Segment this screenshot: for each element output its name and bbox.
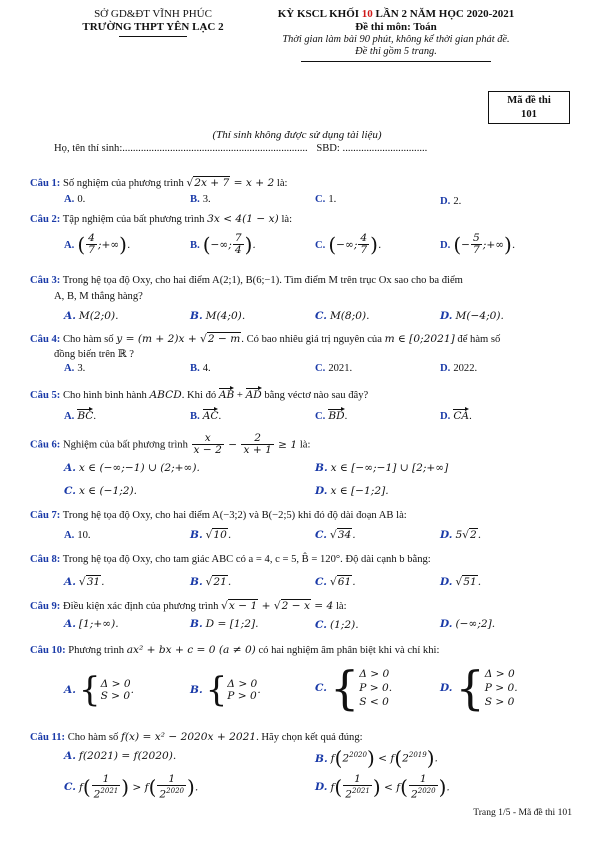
- q10-option-a[interactable]: A.{Δ > 0 S > 0.: [64, 670, 134, 710]
- q6-option-a[interactable]: A. x ∈ (−∞;−1) ∪ (2;+∞).: [64, 462, 200, 474]
- q2-option-a[interactable]: A. ( $\frac{4}{7}$ ;+∞).: [64, 232, 131, 256]
- question-6: Câu 6: Nghiệm của bất phương trình $\frac{x}{x - 2}$ − $\frac{2}{x + 1}$ ≥ 1 là:: [30, 432, 311, 456]
- candidate-line: [54, 143, 427, 154]
- q3-option-d[interactable]: D. M(−4;0).: [440, 310, 504, 322]
- question-number: Câu 11:: [30, 732, 66, 743]
- question-number: Câu 10:: [30, 645, 66, 656]
- question-1: Câu 1: Số nghiệm của phương trình √2x + 7 = x + 2 là:: [30, 177, 288, 189]
- question-3: Câu 3: Trong hệ tọa độ Oxy, cho hai điểm A(2;1), B(6;−1). Tìm điểm M trên trục Ox sao cho ba điểm: [30, 275, 463, 286]
- q2-option-b[interactable]: B. (−∞; $\frac{7}{4}$ ).: [190, 232, 256, 256]
- q3-option-b[interactable]: B. M(4;0).: [190, 310, 246, 322]
- inequality: $\frac{x}{x - 2}$ − $\frac{2}{x + 1}$ ≥ 1: [193, 432, 298, 456]
- question-number: Câu 9:: [30, 601, 61, 612]
- q8-option-b[interactable]: B. √21.: [190, 576, 232, 588]
- exam-code-box: [488, 91, 570, 124]
- question-number: Câu 1:: [30, 178, 61, 189]
- question-8: Câu 8: Trong hệ tọa độ Oxy, cho tam giác ABC có a = 4, c = 5, B̂ = 120°. Độ dài cạnh b bằng:: [30, 554, 431, 565]
- question-5: Câu 5: Cho hình bình hành ABCD. Khi đó AB + AD bằng véctơ nào sau đây?: [30, 389, 369, 401]
- notice: (Thí sinh không được sử dụng tài liệu): [212, 129, 382, 141]
- q1-option-b[interactable]: B. 3.: [190, 194, 211, 205]
- question-number: Câu 3:: [30, 275, 61, 286]
- q10-option-d[interactable]: D.{Δ > 0 P > 0. S > 0: [440, 661, 518, 715]
- q4-option-d[interactable]: D. 2022.: [440, 363, 478, 374]
- header-underline-right: [301, 61, 491, 62]
- q9-option-a[interactable]: A. [1;+∞).: [64, 618, 119, 630]
- q11-option-c[interactable]: C. f( $\frac{1}{2^{2021}}$ ) > f( $\frac{1}{2^{2020}}$ ).: [64, 773, 199, 801]
- question-number: Câu 6:: [30, 439, 61, 451]
- question-9: Câu 9: Điều kiện xác định của phương trình √x − 1 + √2 − x = 4 là:: [30, 600, 347, 612]
- exam-title: KỲ KSCL KHỐI 10 LẦN 2 NĂM HỌC 2020-2021: [277, 8, 515, 20]
- q6-option-d[interactable]: D. x ∈ [−1;2].: [315, 485, 389, 497]
- q10-option-c[interactable]: C.{Δ > 0 P > 0. S < 0: [315, 661, 393, 715]
- header-underline: [119, 36, 187, 37]
- function: y = (m + 2)x + √2 − m: [116, 333, 241, 345]
- exam-duration: Thời gian làm bài 90 phút, không kể thời gian phát đề.: [282, 34, 510, 45]
- question-number: Câu 5:: [30, 390, 61, 401]
- q7-option-c[interactable]: C. √34.: [315, 529, 356, 541]
- q8-option-c[interactable]: C. √61.: [315, 576, 356, 588]
- exam-code-value: 101: [521, 109, 537, 120]
- q9-option-b[interactable]: B. D = [1;2].: [190, 618, 259, 630]
- q2-option-c[interactable]: C. (−∞; $\frac{4}{7}$ ).: [315, 232, 382, 256]
- question-number: Câu 8:: [30, 554, 61, 565]
- q5-option-b[interactable]: B. AC.: [190, 410, 222, 422]
- department-name: SỞ GD&ĐT VĨNH PHÚC: [94, 8, 212, 20]
- page-footer: Trang 1/5 - Mã đề thi 101: [473, 807, 572, 818]
- q10-option-b[interactable]: B.{Δ > 0 P > 0.: [190, 670, 261, 710]
- school-name: TRƯỜNG THPT YÊN LẠC 2: [82, 21, 224, 33]
- exam-code-label: Mã đề thi: [507, 95, 551, 106]
- sbd-label: SBD:: [316, 143, 340, 154]
- exam-pages: Đề thi gồm 5 trang.: [355, 46, 437, 57]
- q3-option-a[interactable]: A. M(2;0).: [64, 310, 119, 322]
- q6-option-c[interactable]: C. x ∈ (−1;2).: [64, 485, 138, 497]
- question-11: Câu 11: Cho hàm số f(x) = x² − 2020x + 2021. Hãy chọn kết quả đúng:: [30, 731, 363, 743]
- q5-option-a[interactable]: A. BC.: [64, 410, 97, 422]
- q8-option-a[interactable]: A. √31.: [64, 576, 105, 588]
- question-2: Câu 2: Tập nghiệm của bất phương trình 3x < 4(1 − x) là:: [30, 213, 293, 225]
- name-label: Họ, tên thí sinh:: [54, 143, 123, 154]
- question-4-line-2: đồng biến trên ℝ ?: [54, 349, 134, 360]
- question-4: Câu 4: Cho hàm số y = (m + 2)x + √2 − m. Có bao nhiêu giá trị nguyên của m ∈ [0;2021] để hàm số: [30, 333, 501, 345]
- q9-option-d[interactable]: D. (−∞;2].: [440, 618, 496, 630]
- q2-option-d[interactable]: D. (− $\frac{5}{7}$ ;+∞).: [440, 232, 516, 256]
- q1-option-a[interactable]: A. 0.: [64, 194, 86, 205]
- q1-option-c[interactable]: C. 1.: [315, 194, 337, 205]
- q7-option-a[interactable]: A. 10.: [64, 530, 91, 541]
- question-10: Câu 10: Phương trình ax² + bx + c = 0 (a ≠ 0) có hai nghiệm âm phân biệt khi và chỉ khi:: [30, 644, 440, 656]
- q7-option-b[interactable]: B. √10.: [190, 529, 232, 541]
- q6-option-b[interactable]: B. x ∈ [−∞;−1] ∪ [2;+∞]: [315, 462, 449, 474]
- q4-option-c[interactable]: C. 2021.: [315, 363, 353, 374]
- equation: √2x + 7 = x + 2: [186, 177, 275, 189]
- q4-option-b[interactable]: B. 4.: [190, 363, 211, 374]
- question-3-line-2: A, B, M thẳng hàng?: [54, 291, 143, 302]
- q7-option-d[interactable]: D. 5√2.: [440, 529, 482, 541]
- equation: √x − 1 + √2 − x = 4: [221, 600, 334, 612]
- question-7: Câu 7: Trong hệ tọa độ Oxy, cho hai điểm A(−3;2) và B(−2;5) khi đó độ dài đoạn AB là:: [30, 510, 407, 521]
- q11-option-a[interactable]: A. f(2021) = f(2020).: [64, 750, 177, 762]
- q5-option-c[interactable]: C. BD.: [315, 410, 348, 422]
- inequality: 3x < 4(1 − x): [207, 213, 279, 225]
- question-number: Câu 7:: [30, 510, 61, 521]
- q1-option-d[interactable]: D. 2.: [440, 196, 462, 207]
- q11-option-d[interactable]: D. f( $\frac{1}{2^{2021}}$ ) < f( $\frac{1}{2^{2020}}$ ).: [315, 773, 450, 801]
- vector-ad: AD: [245, 389, 262, 401]
- vector-ab: AB: [218, 389, 235, 401]
- exam-subject: Đề thi môn: Toán: [355, 21, 437, 33]
- question-number: Câu 2:: [30, 214, 61, 225]
- header-left: [58, 8, 248, 37]
- q5-option-d[interactable]: D. CA.: [440, 410, 472, 422]
- q4-option-a[interactable]: A. 3.: [64, 363, 86, 374]
- q3-option-c[interactable]: C. M(8;0).: [315, 310, 370, 322]
- q11-option-b[interactable]: B. $f(2^{2020}) < f(2^{2019})$.: [315, 746, 438, 771]
- header-right: [262, 8, 530, 62]
- q9-option-c[interactable]: C. (1;2).: [315, 619, 359, 631]
- question-number: Câu 4:: [30, 334, 61, 345]
- name-field[interactable]: ......................................................................: [122, 143, 308, 154]
- q8-option-d[interactable]: D. √51.: [440, 576, 482, 588]
- sbd-field[interactable]: ................................: [342, 143, 428, 154]
